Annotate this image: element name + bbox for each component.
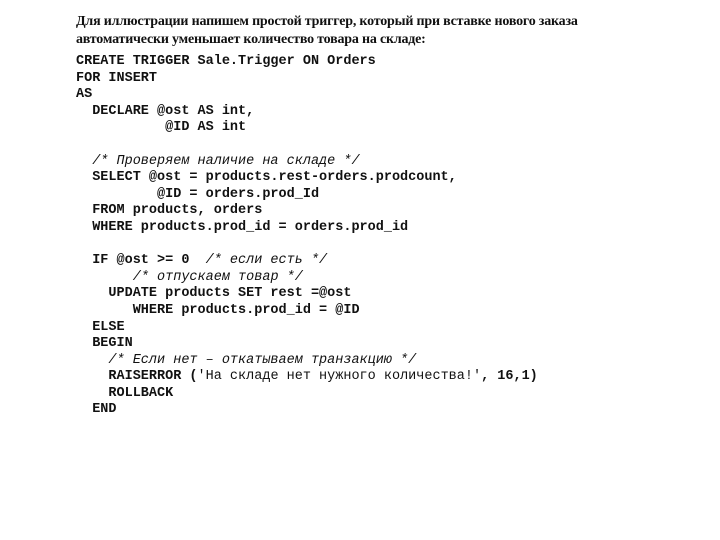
code-line-select-id: @ID = orders.prod_Id xyxy=(76,186,320,202)
code-line-if xyxy=(76,253,696,270)
code-line-declare-ost: DECLARE @ost AS int, xyxy=(76,103,255,119)
code-line-select: SELECT @ost = products.rest-orders.prodcount, xyxy=(76,170,457,186)
code-line-begin: BEGIN xyxy=(76,336,133,352)
code-comment-check-stock: /* Проверяем наличие на складе */ xyxy=(92,153,360,169)
code-error-message-string: 'На складе нет нужного количества!' xyxy=(197,369,482,385)
code-line-end: END xyxy=(76,402,117,418)
code-line-as: AS xyxy=(76,87,93,103)
code-comment-if-available: /* если есть */ xyxy=(205,253,328,269)
code-line-raiserror xyxy=(76,369,696,386)
code-raiserror-args: , 16,1) xyxy=(481,369,538,385)
code-line-from: FROM products, orders xyxy=(76,203,263,219)
intro-text xyxy=(76,13,696,49)
code-line-update: UPDATE products SET rest =@ost xyxy=(76,286,352,302)
code-comment-rollback: /* Если нет – откатываем транзакцию */ xyxy=(108,352,417,368)
sql-code-block xyxy=(76,54,696,419)
code-line-check-comment xyxy=(76,154,696,171)
code-line-for-insert: FOR INSERT xyxy=(76,70,158,86)
code-raiserror-keyword: RAISERROR ( xyxy=(76,369,198,385)
code-line-update-where: WHERE products.prod_id = @ID xyxy=(76,302,360,318)
code-line-rollback-comment xyxy=(76,353,696,370)
code-line-else: ELSE xyxy=(76,319,125,335)
code-indent xyxy=(76,270,133,285)
code-blank-line xyxy=(76,137,696,154)
code-indent xyxy=(76,353,108,368)
code-if-statement: IF @ost >= 0 xyxy=(76,253,206,269)
intro-line-2: автоматически уменьшает количество товара на складе: xyxy=(76,32,426,47)
intro-line-1: Для иллюстрации напишем простой триггер, который при вставке нового заказа xyxy=(76,14,578,29)
code-line-where: WHERE products.prod_id = orders.prod_id xyxy=(76,219,409,235)
code-line-rollback: ROLLBACK xyxy=(76,385,174,401)
code-indent xyxy=(76,154,92,169)
code-line-release-comment xyxy=(76,270,696,287)
code-comment-release-goods: /* отпускаем товар */ xyxy=(132,269,303,285)
code-line-declare-id: @ID AS int xyxy=(76,120,247,136)
code-line-create-trigger: CREATE TRIGGER Sale.Trigger ON Orders xyxy=(76,54,376,69)
code-blank-line xyxy=(76,237,696,254)
